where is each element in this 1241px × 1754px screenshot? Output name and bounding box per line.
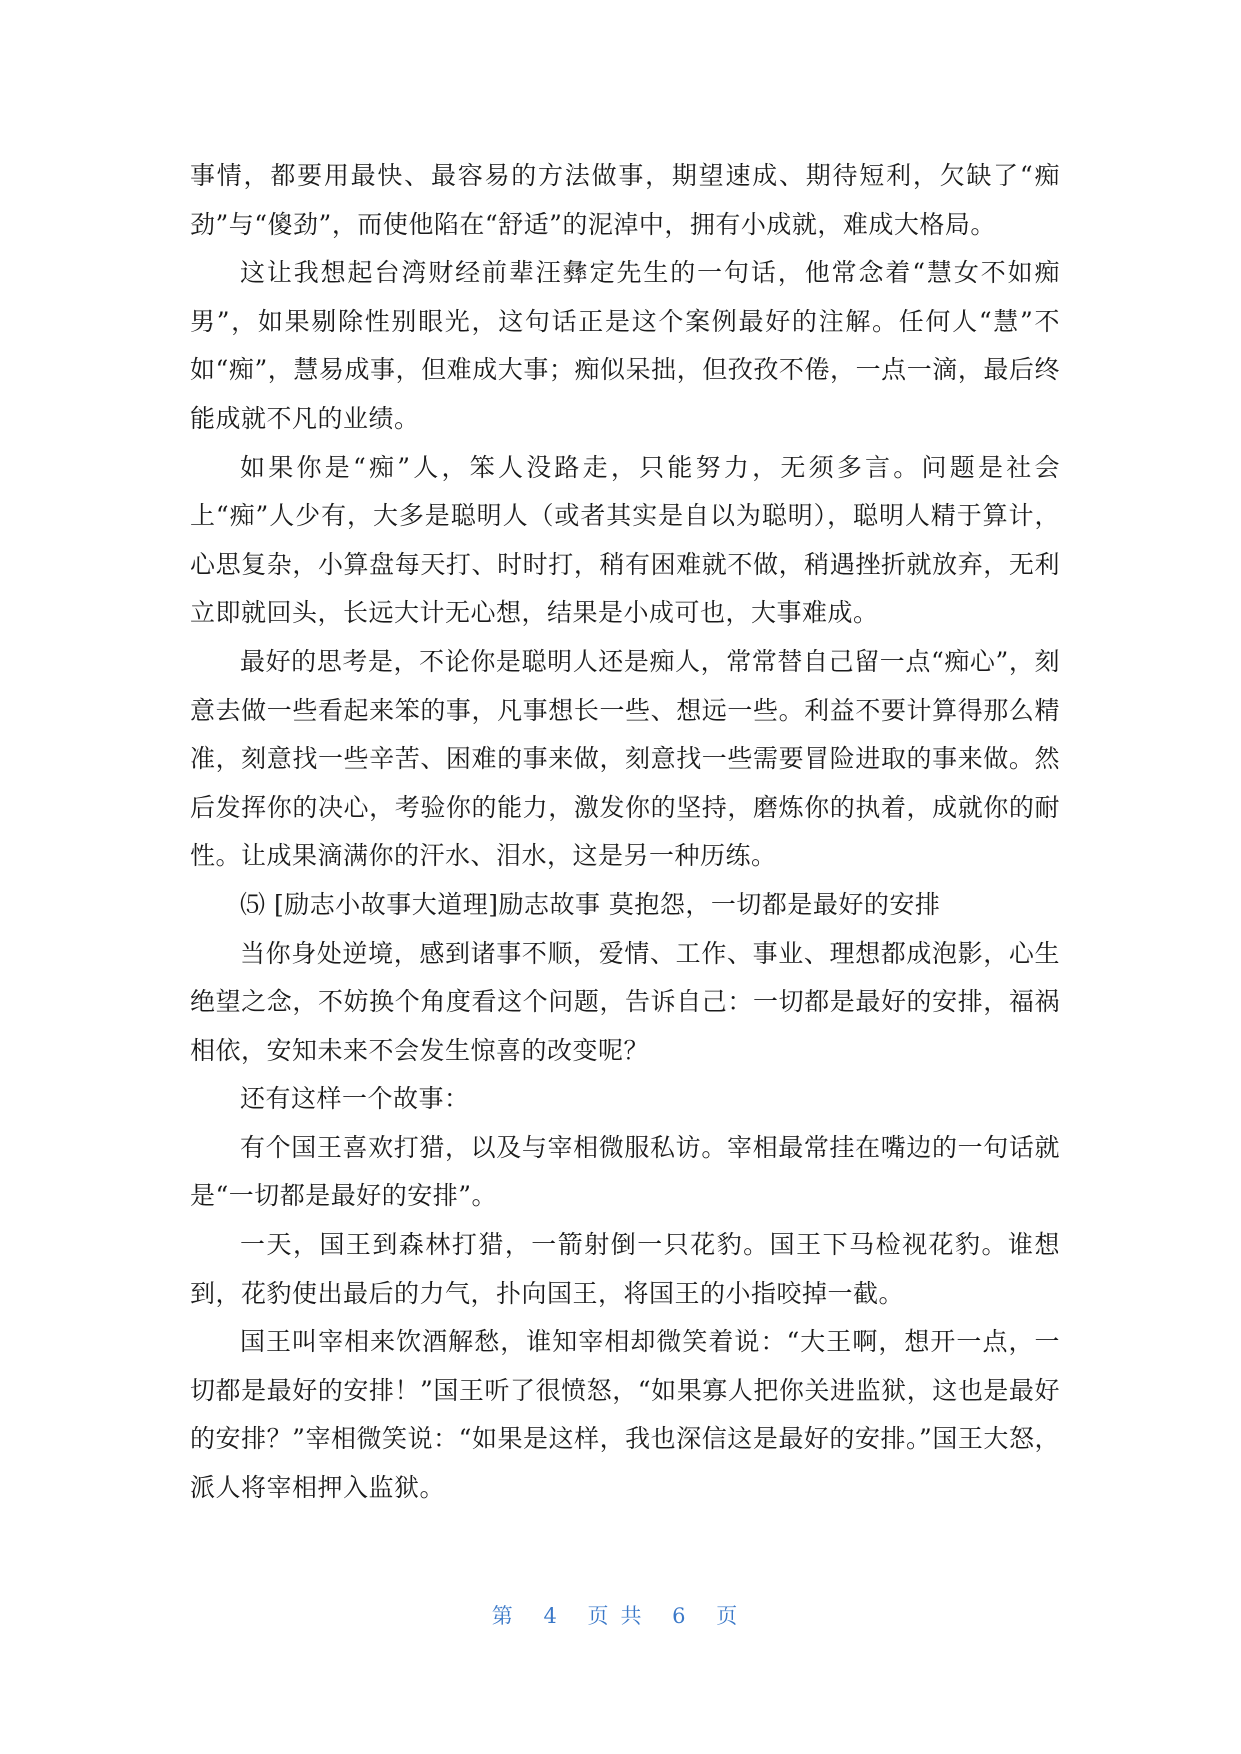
paragraph: 这让我想起台湾财经前辈汪彝定先生的一句话，他常念着“慧女不如痴男”，如果剔除性别眼光，这句话正是这个案例最好的注解。任何人“慧”不如“痴”，慧易成事，但难成大事；痴似呆拙，但孜孜不倦，一点一滴，最后终能成就不凡的业绩。 [190, 258, 1060, 433]
paragraph: 最好的思考是，不论你是聪明人还是痴人，常常替自己留一点“痴心”，刻意去做一些看起来笨的事，凡事想长一些、想远一些。利益不要计算得那么精准，刻意找一些辛苦、困难的事来做，刻意找一些需要冒险进取的事来做。然后发挥你的决心，考验你的能力，激发你的坚持，磨炼你的执着，成就你的耐性。让成果滴满你的汗水、泪水，这是另一种历练。 [190, 646, 1060, 871]
page-number-footer: 第 4 页共 6 页 [491, 1604, 750, 1628]
paragraph: 当你身处逆境，感到诸事不顺，爱情、工作、事业、理想都成泡影，心生绝望之念，不妨换个角度看这个问题，告诉自己：一切都是最好的安排，福祸相依，安知未来不会发生惊喜的改变呢？ [190, 938, 1060, 1065]
paragraph: 国王叫宰相来饮酒解愁，谁知宰相却微笑着说：“大王啊，想开一点，一切都是最好的安排！”国王听了很愤怒，“如果寡人把你关进监狱，这也是最好的安排？”宰相微笑说：“如果是这样，我也深信这是最好的安排。”国王大怒，派人将宰相押入监狱。 [190, 1327, 1060, 1503]
paragraph: 事情，都要用最快、最容易的方法做事，期望速成、期待短利，欠缺了“痴劲”与“傻劲”，而使他陷在“舒适”的泥淖中，拥有小成就，难成大格局。 [190, 161, 1060, 239]
paragraph: 一天，国王到森林打猎，一箭射倒一只花豹。国王下马检视花豹。谁想到，花豹使出最后的力气，扑向国王，将国王的小指咬掉一截。 [190, 1230, 1060, 1308]
paragraph: 如果你是“痴”人，笨人没路走，只能努力，无须多言。问题是社会上“痴”人少有，大多是聪明人（或者其实是自以为聪明），聪明人精于算计，心思复杂，小算盘每天打、时时打，稍有困难就不做，稍遇挫折就放弃，无利立即就回头，长远大计无心想，结果是小成可也，大事难成。 [190, 452, 1060, 628]
paragraph: 还有这样一个故事： [240, 1084, 470, 1114]
paragraph: 有个国王喜欢打猎，以及与宰相微服私访。宰相最常挂在嘴边的一句话就是“一切都是最好的安排”。 [190, 1132, 1060, 1211]
section-heading: ⑸ [励志小故事大道理]励志故事 莫抱怨，一切都是最好的安排 [240, 889, 941, 919]
document-body [190, 152, 1060, 1513]
